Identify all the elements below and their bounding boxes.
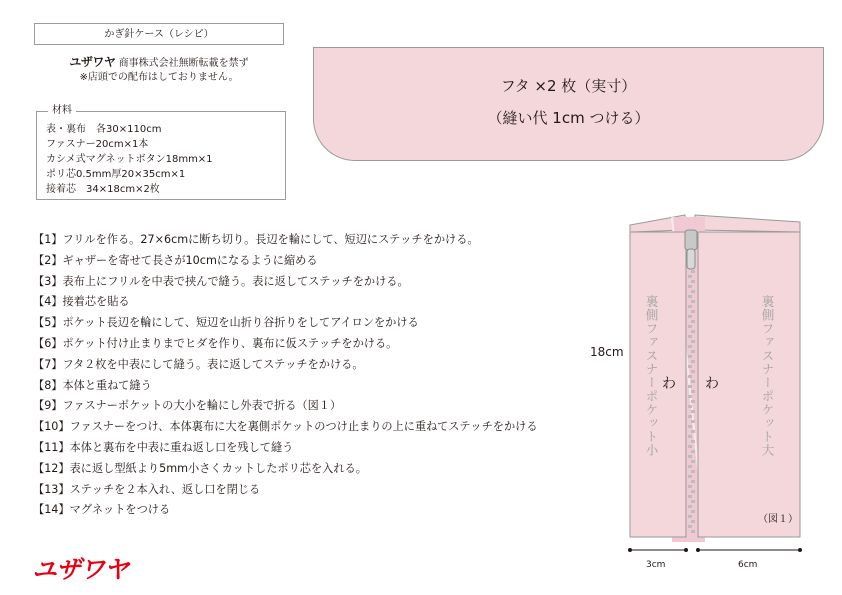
dimension-end [798, 548, 802, 552]
zipper-tooth [691, 360, 695, 363]
zipper-tooth [688, 525, 692, 528]
small-pocket-label: 裏側ファスナーポケット小 [644, 295, 659, 457]
zipper-tooth [688, 435, 692, 438]
dimension-end [628, 548, 632, 552]
step-item: 【12】表に返し型紙より5mm小さくカットしたポリ芯を入れる。 [33, 461, 367, 475]
step-item: 【8】本体と重ねて縫う [33, 378, 152, 392]
zipper-tooth [691, 480, 695, 483]
dimension-end [684, 548, 688, 552]
zipper-tooth [691, 450, 695, 453]
zipper-tooth [691, 440, 695, 443]
material-item: カシメ式マグネットボタン18mm×1 [46, 154, 213, 165]
zipper-tooth [691, 380, 695, 383]
large-width-label: 6cm [738, 560, 758, 570]
zipper-tooth [688, 455, 692, 458]
materials-list [46, 122, 213, 197]
dimension-end [696, 548, 700, 552]
brand-name: ユザワヤ [69, 55, 116, 69]
zipper-tooth [691, 410, 695, 413]
zipper-tooth [691, 320, 695, 323]
step-item: 【13】ステッチを２本入れ、返し口を閉じる [33, 482, 261, 496]
copyright-text: 商事株式会社無断転載を禁ず [118, 58, 249, 69]
zipper-tooth [691, 420, 695, 423]
zipper-tooth [688, 355, 692, 358]
distribution-note: ※店頭での配布はしておりません。 [79, 72, 239, 83]
step-item: 【5】ポケット長辺を輪にして、短辺を山折り谷折りをしてアイロンをかける [33, 316, 419, 330]
zipper-tooth [688, 305, 692, 308]
right-pocket-fold [695, 215, 800, 232]
copyright-notice [34, 55, 284, 85]
height-label: 18cm [590, 345, 624, 359]
flap-pattern-label: フタ ×2 枚（実寸） [500, 77, 637, 95]
material-item: 接着芯 34×18cm×2枚 [46, 184, 160, 195]
zipper-tooth [691, 490, 695, 493]
step-item: 【1】フリルを作る。27×6cmに断ち切り。長辺を輪にして、短辺にステッチをかける。 [33, 233, 479, 246]
recipe-title: かぎ針ケース（レシピ） [34, 23, 284, 45]
zipper-tooth [691, 300, 695, 303]
zipper-tooth [691, 290, 695, 293]
step-item: 【14】マグネットをつける [33, 503, 171, 517]
step-item: 【4】接着芯を貼る [33, 295, 130, 309]
zipper-slider [685, 230, 697, 250]
zipper-tooth [691, 370, 695, 373]
zipper-tooth [691, 520, 695, 523]
zipper-tooth [691, 330, 695, 333]
zipper-tooth [691, 390, 695, 393]
copyright-line-1 [34, 55, 284, 71]
zipper-tooth [688, 275, 692, 278]
zipper-tooth [691, 500, 695, 503]
zipper-tooth [688, 385, 692, 388]
zipper-tooth [688, 425, 692, 428]
zipper-tooth [688, 365, 692, 368]
zipper-tooth [691, 310, 695, 313]
zipper-pull-tab [687, 249, 695, 269]
step-item: 【11】本体と裏布を中表に重ね返し口を残して縫う [33, 440, 294, 454]
flap-seam-allowance-note: （縫い代 1cm つける） [487, 109, 650, 127]
step-item: 【7】フタ２枚を中表にして縫う。表に返してステッチをかける。 [33, 357, 364, 371]
materials-heading: 材料 [48, 104, 76, 118]
zipper-tooth [688, 485, 692, 488]
zipper-tooth [688, 295, 692, 298]
zipper-tooth [691, 400, 695, 403]
small-width-label: 3cm [646, 560, 666, 570]
zipper-tooth [688, 315, 692, 318]
material-item: ファスナー20cm×1本 [46, 139, 149, 150]
zipper-tooth [691, 350, 695, 353]
zipper-tooth [688, 375, 692, 378]
flap-pattern [313, 47, 824, 161]
instruction-steps [33, 230, 538, 521]
zipper-pocket-diagram [560, 205, 810, 585]
zipper-tooth [691, 340, 695, 343]
zipper-tooth [688, 325, 692, 328]
zipper-tooth [688, 465, 692, 468]
large-pocket-label: 裏側ファスナーポケット大 [760, 295, 775, 457]
material-item: 表・裏布 各30×110cm [46, 124, 162, 135]
zipper-tooth [691, 530, 695, 533]
zipper-tooth [688, 285, 692, 288]
zipper-tooth [688, 515, 692, 518]
zipper-tooth [691, 430, 695, 433]
zipper-tooth [691, 280, 695, 283]
zipper-tooth [691, 460, 695, 463]
zipper-tooth [688, 505, 692, 508]
zipper-tooth [688, 345, 692, 348]
brand-logo: ユザワヤ [32, 555, 129, 584]
zipper-tooth [688, 335, 692, 338]
fold-mark-left: わ [662, 376, 676, 392]
zipper-tooth [688, 495, 692, 498]
zipper-tooth [688, 405, 692, 408]
zipper-tooth [691, 270, 695, 273]
zipper-tooth [691, 470, 695, 473]
fold-mark-right: わ [705, 376, 719, 392]
figure-caption: （図１） [758, 514, 798, 525]
zipper-tooth [688, 445, 692, 448]
zipper-tooth [688, 415, 692, 418]
step-item: 【6】ポケット付け止まりまでヒダを作り、裏布に仮ステッチをかける。 [33, 336, 398, 350]
material-item: ポリ芯0.5mm厚20×35cm×1 [46, 169, 186, 180]
step-item: 【10】ファスナーをつけ、本体裏布に大を裏側ポケットのつけ止まりの上に重ねてステッチをかける [33, 420, 538, 434]
step-item: 【9】ファスナーポケットの大小を輪にし外表で折る（図１） [33, 399, 342, 413]
zipper-tooth [688, 475, 692, 478]
zipper-tooth [691, 510, 695, 513]
zipper-tooth [688, 395, 692, 398]
step-item: 【2】ギャザーを寄せて長さが10cmになるように縮める [33, 253, 318, 267]
step-item: 【3】表布上にフリルを中表で挟んで縫う。表に返してステッチをかける。 [33, 274, 409, 288]
